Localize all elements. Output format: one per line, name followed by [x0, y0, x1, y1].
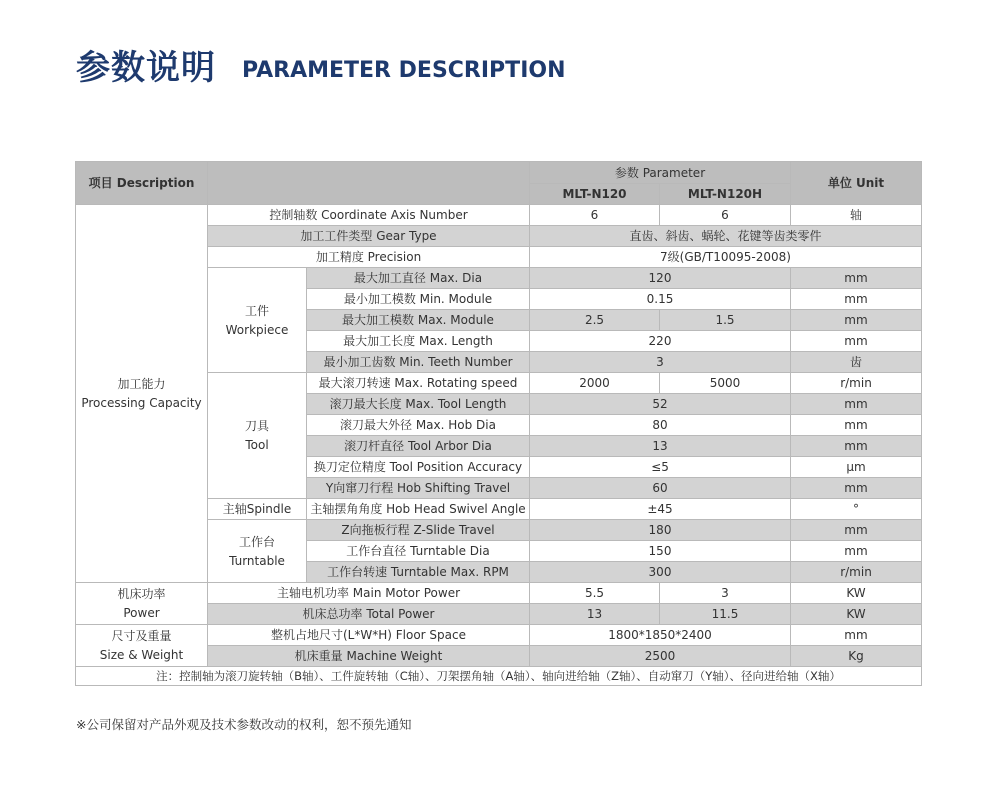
param-name: 滚刀杆直径 Tool Arbor Dia — [307, 436, 530, 457]
value-shared: 13 — [530, 436, 791, 457]
param-name: 控制轴数 Coordinate Axis Number — [208, 205, 530, 226]
group-processing — [76, 205, 208, 583]
group-power-zh: 机床功率 — [117, 587, 166, 601]
value-n120: 5.5 — [530, 583, 660, 604]
unit-cell: mm — [791, 331, 922, 352]
unit-cell: mm — [791, 394, 922, 415]
unit-cell: mm — [791, 310, 922, 331]
value-n120: 2.5 — [530, 310, 660, 331]
unit-cell: r/min — [791, 373, 922, 394]
header-model-1: MLT-N120 — [530, 184, 660, 205]
unit-cell: mm — [791, 289, 922, 310]
value-shared: 1800*1850*2400 — [530, 625, 791, 646]
value-shared: 直齿、斜齿、蜗轮、花键等齿类零件 — [530, 226, 922, 247]
unit-cell: mm — [791, 478, 922, 499]
param-name: 工作台转速 Turntable Max. RPM — [307, 562, 530, 583]
param-name: 最小加工齿数 Min. Teeth Number — [307, 352, 530, 373]
unit-cell: 齿 — [791, 352, 922, 373]
value-shared: ≤5 — [530, 457, 791, 478]
group-processing-zh: 加工能力 — [117, 377, 166, 391]
param-name: 最小加工模数 Min. Module — [307, 289, 530, 310]
param-name: 机床重量 Machine Weight — [208, 646, 530, 667]
parameter-table — [75, 161, 922, 686]
param-name: Z向拖板行程 Z-Slide Travel — [307, 520, 530, 541]
param-name: 最大加工长度 Max. Length — [307, 331, 530, 352]
value-n120h: 6 — [660, 205, 791, 226]
value-shared: 2500 — [530, 646, 791, 667]
param-name: 最大加工模数 Max. Module — [307, 310, 530, 331]
header-blank — [208, 162, 530, 205]
group-size — [76, 625, 208, 667]
value-shared: 52 — [530, 394, 791, 415]
group-turntable-en: Turntable — [229, 553, 285, 568]
param-name: 主轴摆角角度 Hob Head Swivel Angle — [307, 499, 530, 520]
group-spindle: 主轴Spindle — [208, 499, 307, 520]
value-n120: 13 — [530, 604, 660, 625]
param-name: 机床总功率 Total Power — [208, 604, 530, 625]
unit-cell: KW — [791, 604, 922, 625]
param-name: 整机占地尺寸(L*W*H) Floor Space — [208, 625, 530, 646]
value-n120h: 5000 — [660, 373, 791, 394]
group-workpiece-en: Workpiece — [225, 322, 289, 337]
group-tool-zh: 刀具 — [244, 419, 269, 433]
group-power-en: Power — [123, 606, 160, 620]
group-processing-en: Processing Capacity — [81, 396, 202, 410]
unit-cell: mm — [791, 625, 922, 646]
unit-cell: mm — [791, 520, 922, 541]
param-name: 最大滚刀转速 Max. Rotating speed — [307, 373, 530, 394]
unit-cell: ° — [791, 499, 922, 520]
value-shared: 220 — [530, 331, 791, 352]
value-n120h: 1.5 — [660, 310, 791, 331]
group-tool — [208, 373, 307, 499]
value-shared: 150 — [530, 541, 791, 562]
header-item: 项目 Description — [76, 162, 208, 205]
footnote: ※公司保留对产品外观及技术参数改动的权利，恕不预先通知 — [76, 717, 412, 732]
param-name: 加工精度 Precision — [208, 247, 530, 268]
group-size-en: Size & Weight — [99, 648, 184, 662]
group-workpiece-zh: 工件 — [244, 303, 269, 318]
group-power — [76, 583, 208, 625]
unit-cell: 轴 — [791, 205, 922, 226]
param-name: 工作台直径 Turntable Dia — [307, 541, 530, 562]
unit-cell: μm — [791, 457, 922, 478]
unit-cell: mm — [791, 541, 922, 562]
header-param: 参数 Parameter — [530, 162, 791, 184]
value-n120h: 3 — [660, 583, 791, 604]
unit-cell: mm — [791, 436, 922, 457]
value-shared: 80 — [530, 415, 791, 436]
page-title-en: PARAMETER DESCRIPTION — [242, 58, 566, 83]
param-name: 主轴电机功率 Main Motor Power — [208, 583, 530, 604]
value-n120: 2000 — [530, 373, 660, 394]
value-shared: 120 — [530, 268, 791, 289]
group-workpiece — [208, 268, 307, 373]
page-title-zh: 参数说明 — [76, 48, 216, 88]
header-unit: 单位 Unit — [791, 162, 922, 205]
value-shared: 180 — [530, 520, 791, 541]
value-shared: 60 — [530, 478, 791, 499]
group-turntable — [208, 520, 307, 583]
group-turntable-zh: 工作台 — [238, 534, 275, 549]
param-name: 滚刀最大长度 Max. Tool Length — [307, 394, 530, 415]
group-size-zh: 尺寸及重量 — [111, 629, 172, 643]
unit-cell: mm — [791, 268, 922, 289]
value-n120: 6 — [530, 205, 660, 226]
value-shared: 300 — [530, 562, 791, 583]
unit-cell: KW — [791, 583, 922, 604]
value-shared: 0.15 — [530, 289, 791, 310]
param-name: Y向窜刀行程 Hob Shifting Travel — [307, 478, 530, 499]
param-name: 换刀定位精度 Tool Position Accuracy — [307, 457, 530, 478]
value-n120h: 11.5 — [660, 604, 791, 625]
param-name: 最大加工直径 Max. Dia — [307, 268, 530, 289]
header-model-2: MLT-N120H — [660, 184, 791, 205]
group-tool-en: Tool — [245, 438, 269, 452]
value-shared: 3 — [530, 352, 791, 373]
unit-cell: Kg — [791, 646, 922, 667]
table-note: 注：控制轴为滚刀旋转轴（B轴）、工件旋转轴（C轴）、刀架摆角轴（A轴）、轴向进给轴（Z轴）、自动窜刀（Y轴）、径向进给轴（X轴） — [76, 667, 922, 686]
value-shared: ±45 — [530, 499, 791, 520]
param-name: 滚刀最大外径 Max. Hob Dia — [307, 415, 530, 436]
value-shared: 7级(GB/T10095-2008) — [530, 247, 922, 268]
unit-cell: r/min — [791, 562, 922, 583]
param-name: 加工工件类型 Gear Type — [208, 226, 530, 247]
unit-cell: mm — [791, 415, 922, 436]
